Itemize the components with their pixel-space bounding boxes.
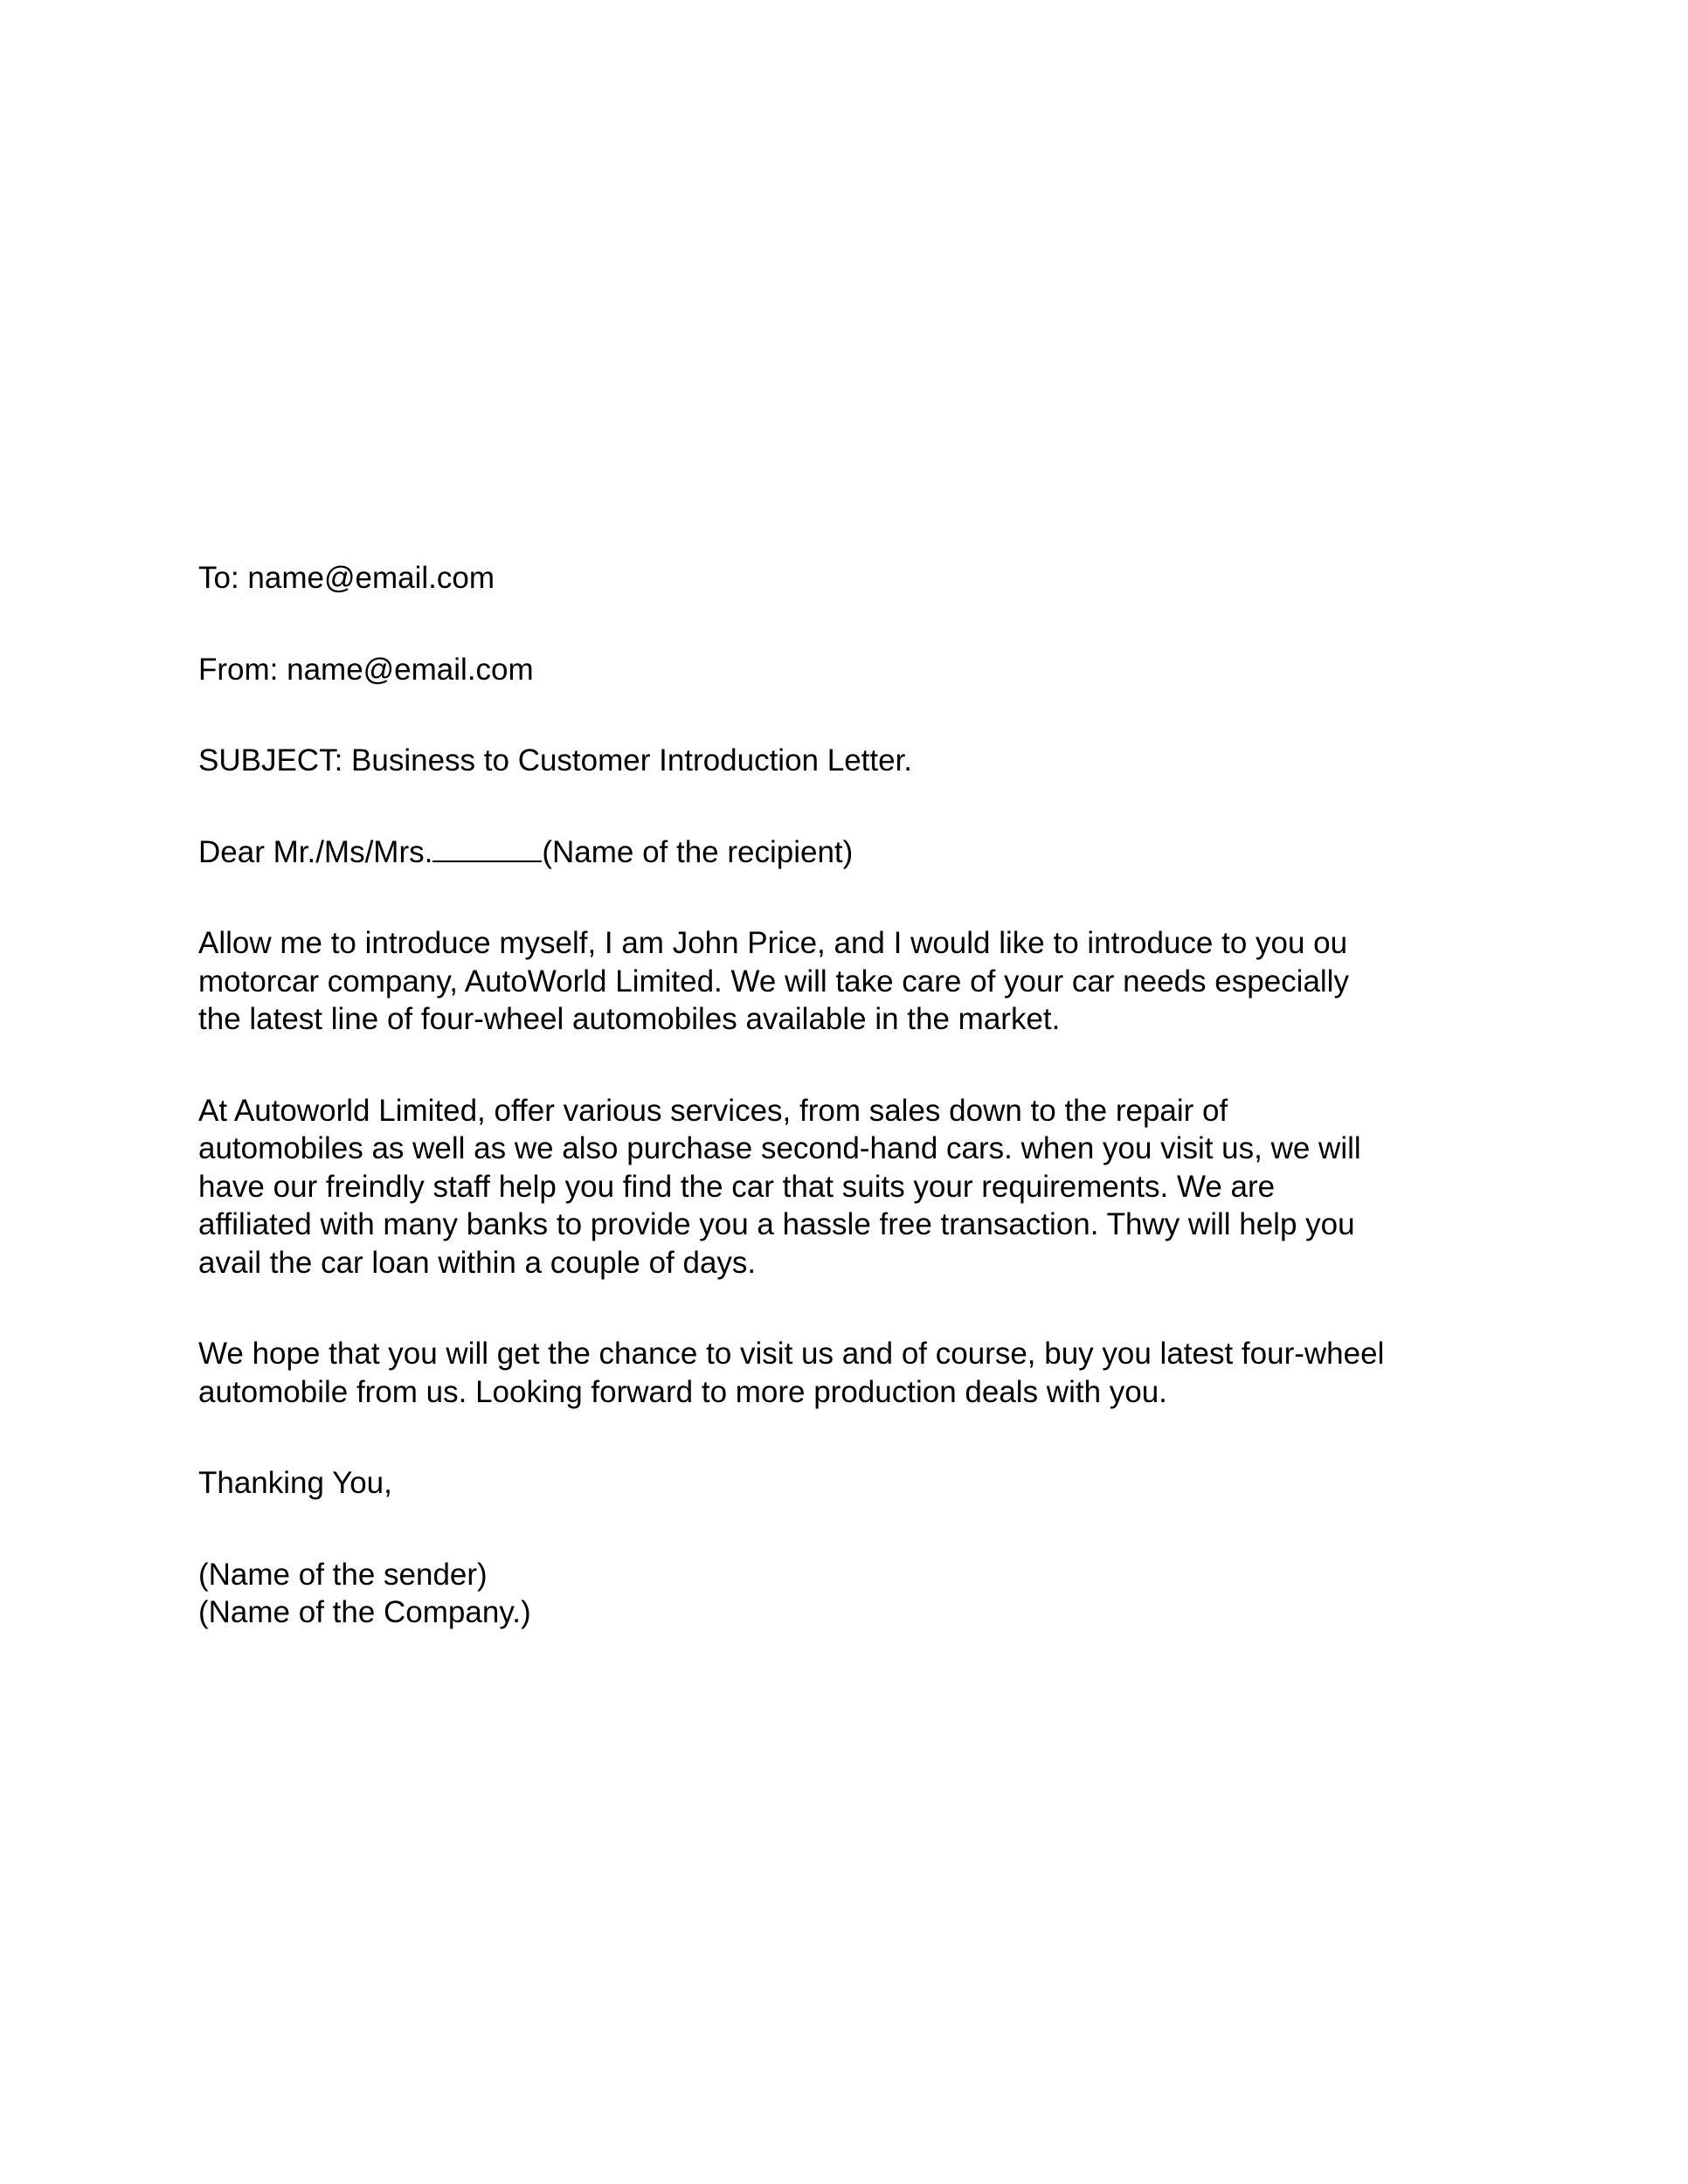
salutation-suffix: (Name of the recipient) [542, 834, 854, 869]
closing-line: Thanking You, [198, 1466, 392, 1500]
paragraph-line: At Autoworld Limited, offer various services, from sales down to the repair of [198, 1093, 1228, 1128]
subject-line: SUBJECT: Business to Customer Introduction Letter. [198, 743, 913, 778]
paragraph-line: avail the car loan within a couple of days. [198, 1245, 757, 1280]
from-line: From: name@email.com [198, 652, 534, 687]
company-name: (Name of the Company.) [198, 1595, 531, 1629]
paragraph-line: motorcar company, AutoWorld Limited. We will take care of your car needs especially [198, 964, 1349, 999]
paragraph-line: affiliated with many banks to provide you a hassle free transaction. Thwy will help you [198, 1207, 1355, 1241]
services-paragraph [198, 1092, 1526, 1282]
recipient-name-blank [432, 836, 542, 862]
letter-body [198, 559, 1526, 1632]
paragraph-line: automobiles as well as we also purchase second-hand cars. when you visit us, we will [198, 1131, 1361, 1165]
paragraph-line: have our freindly staff help you find the car that suits your requirements. We are [198, 1169, 1276, 1204]
paragraph-line: Allow me to introduce myself, I am John Price, and I would like to introduce to you ou [198, 926, 1348, 960]
signature-block [198, 1556, 1526, 1632]
sender-name: (Name of the sender) [198, 1557, 488, 1592]
paragraph-line: automobile from us. Looking forward to more production deals with you. [198, 1374, 1167, 1409]
salutation-prefix: Dear Mr./Ms/Mrs. [198, 834, 433, 869]
closing-paragraph [198, 1335, 1526, 1411]
to-line: To: name@email.com [198, 561, 495, 595]
intro-paragraph [198, 924, 1526, 1039]
salutation [198, 833, 1526, 872]
paragraph-line: the latest line of four-wheel automobiles available in the market. [198, 1002, 1061, 1036]
paragraph-line: We hope that you will get the chance to visit us and of course, buy you latest four-wheel [198, 1337, 1385, 1371]
